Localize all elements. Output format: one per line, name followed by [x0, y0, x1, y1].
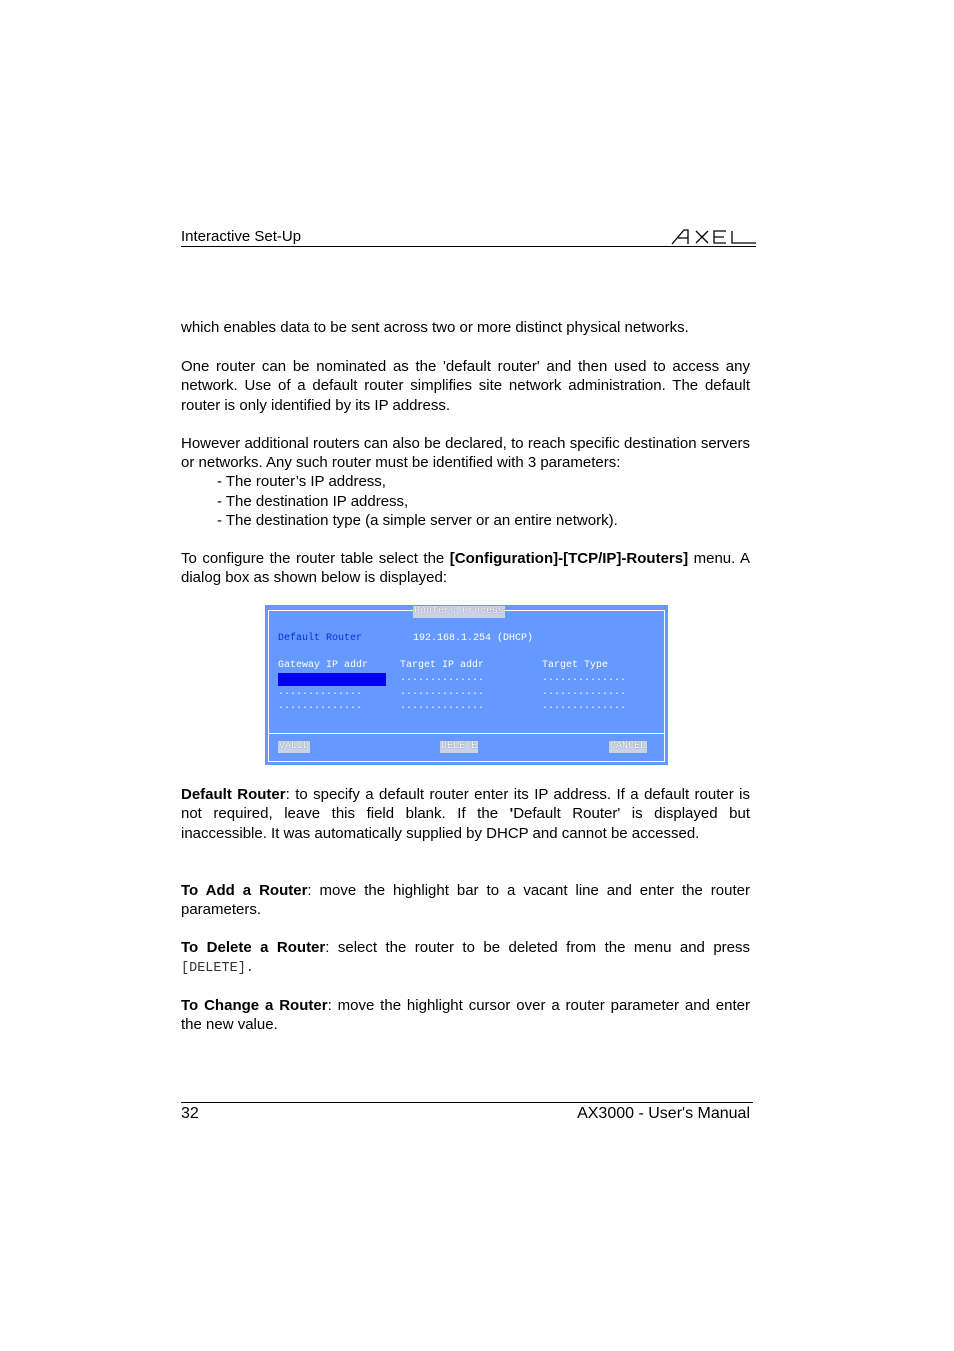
highlight-bar[interactable] — [278, 673, 386, 686]
default-router-text-end: Default Router' is displayed but inaccessible. It was automatically supplied by DHCP and cannot be accessed. — [181, 805, 750, 842]
axel-logo — [670, 226, 756, 250]
column-header-gateway: Gateway IP addr — [278, 660, 369, 671]
term-delete-router: To Delete a Router — [181, 939, 326, 956]
list-item: - The destination type (a simple server or an entire network). — [217, 512, 618, 529]
header-section-title: Interactive Set-Up — [181, 228, 302, 245]
page-header — [181, 226, 756, 247]
router-field-target-type[interactable]: .............. — [542, 687, 627, 698]
valid-button[interactable]: VALID — [279, 741, 310, 752]
paragraph-configure — [181, 549, 750, 588]
default-router-value: 192.168.1.254 (DHCP) — [413, 633, 534, 644]
quote-mark: ' — [509, 805, 514, 823]
page-number: 32 — [181, 1105, 199, 1122]
router-field-target-type[interactable]: .............. — [542, 701, 627, 712]
delete-key: [DELETE]. — [181, 961, 254, 977]
dialog-separator — [268, 733, 665, 734]
router-field-target-type[interactable]: .............. — [542, 673, 627, 684]
configure-text-end: menu. A dialog box as shown below is displayed: — [181, 550, 751, 587]
column-header-target-ip: Target IP addr — [400, 660, 485, 671]
page-footer — [181, 1102, 753, 1125]
list-item: - The router’s IP address, — [217, 473, 386, 490]
default-router-text: : to specify a default router enter its IP address. If a default router is not required, leave this field blank. If the — [181, 786, 750, 823]
paragraph-default-router-help — [181, 785, 750, 843]
term-add-router: To Add a Router — [181, 882, 308, 899]
paragraph-change-router — [181, 996, 750, 1035]
add-router-text: : move the highlight bar to a vacant line and enter the router parameters. — [181, 882, 750, 919]
term-change-router: To Change a Router — [181, 997, 328, 1014]
list-item: - The destination IP address, — [217, 493, 409, 510]
router-field-target-ip[interactable]: .............. — [400, 673, 485, 684]
cancel-button[interactable]: CANCEL — [610, 741, 647, 752]
delete-router-text: : select the router to be deleted from the menu and press — [325, 939, 750, 956]
paragraph-intro: which enables data to be sent across two or more distinct physical networks. — [181, 319, 689, 336]
delete-button[interactable]: DELETE — [441, 741, 478, 752]
default-router-label: Default Router — [278, 633, 363, 644]
paragraph-additional-routers: However additional routers can also be declared, to reach specific destination servers or networks. Any such router must be identified with 3 parameters: — [181, 435, 750, 472]
paragraph-delete-router — [181, 938, 750, 979]
router-field-target-ip[interactable]: .............. — [400, 687, 485, 698]
router-field-gateway[interactable]: .............. — [278, 701, 363, 712]
dialog-title: Routers Process — [414, 606, 505, 617]
router-field-gateway[interactable]: .............. — [278, 687, 363, 698]
menu-path: [Configuration]-[TCP/IP]-Routers] — [449, 550, 689, 567]
router-field-target-ip[interactable]: .............. — [400, 701, 485, 712]
paragraph-add-router — [181, 881, 750, 920]
configure-text: To configure the router table select the — [181, 550, 450, 567]
manual-title: AX3000 - User's Manual — [577, 1105, 750, 1122]
column-header-target-type: Target Type — [542, 660, 609, 671]
change-router-text: : move the highlight cursor over a router parameter and enter the new value. — [181, 997, 750, 1034]
term-default-router: Default Router — [181, 786, 286, 803]
paragraph-default-router: One router can be nominated as the 'default router' and then used to access any network. Use of a default router simplifies site network administration. The default router is only identified by its IP address. — [181, 358, 750, 414]
